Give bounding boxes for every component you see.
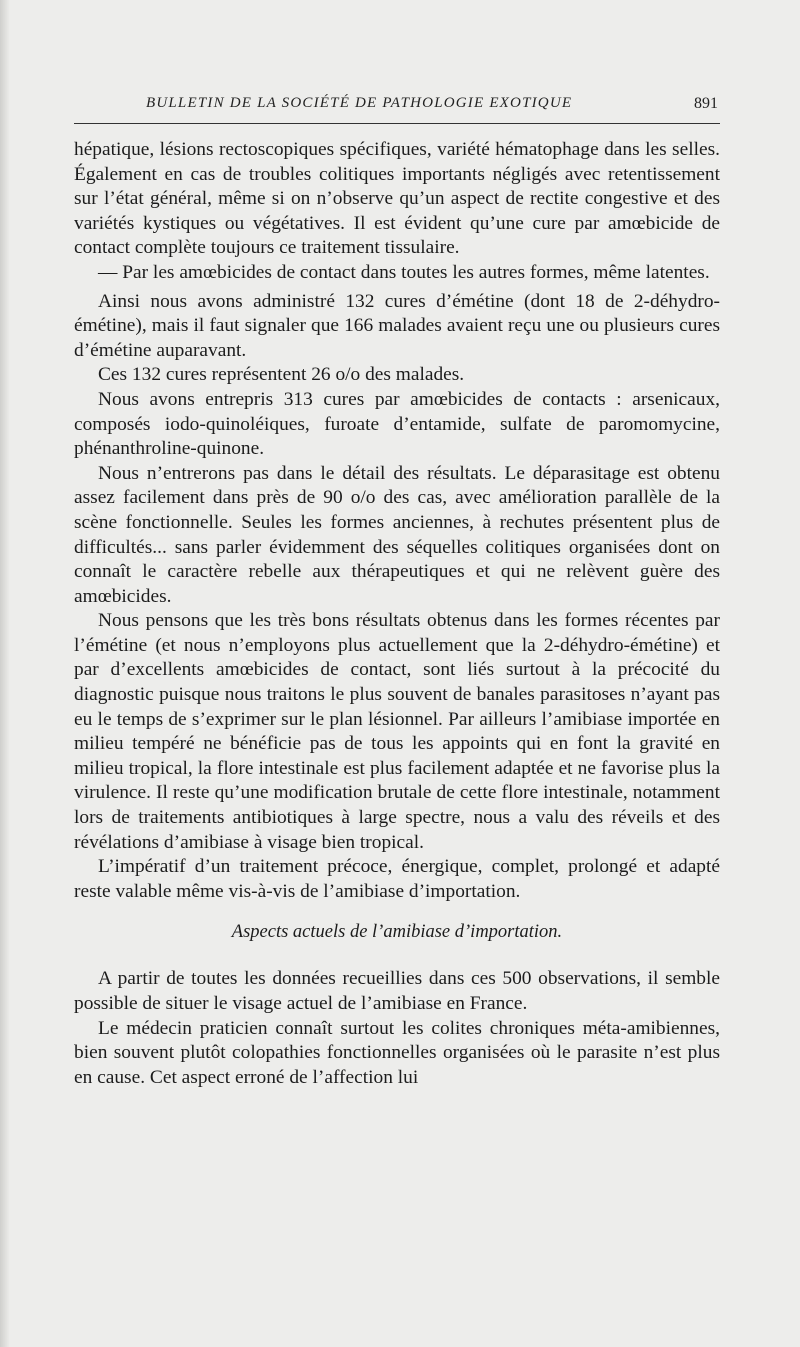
- header-rule: [74, 123, 720, 124]
- running-title: BULLETIN DE LA SOCIÉTÉ DE PATHOLOGIE EXOTIQUE: [146, 95, 573, 111]
- paragraph: Nous n’entrerons pas dans le détail des résultats. Le déparasitage est obtenu assez facilement dans près de 90 o/o des cas, avec amélioration parallèle de la scène fonctionnelle. Seules les formes anciennes, à rechutes présentent plus de difficultés... sans parler évidemment des séquelles colitiques organisées dont on connaît le caractère rebelle aux thérapeutiques et qui ne relèvent guère des amœbicides.: [74, 462, 720, 607]
- paragraph: — Par les amœbicides de contact dans toutes les autres formes, même latentes.: [98, 261, 710, 283]
- paragraph: Nous avons entrepris 313 cures par amœbicides de contacts : arsenicaux, composés iodo-quinoléiques, furoate d’entamide, sulfate de paromomycine, phénanthroline-quinone.: [74, 388, 720, 460]
- paragraph: Ces 132 cures représentent 26 o/o des malades.: [98, 364, 465, 386]
- paragraph: L’impératif d’un traitement précoce, énergique, complet, prolongé et adapté reste valable même vis-à-vis de l’amibiase d’importation.: [74, 856, 720, 902]
- body-text: [74, 138, 720, 1090]
- section-heading: Aspects actuels de l’amibiase d’importation.: [231, 922, 563, 943]
- page-gutter-shadow: [0, 0, 10, 1347]
- running-header: [74, 95, 720, 123]
- journal-page: [74, 95, 720, 1090]
- paragraph: A partir de toutes les données recueillies dans ces 500 observations, il semble possible de situer le visage actuel de l’amibiase en France.: [74, 968, 720, 1014]
- paragraph: Ainsi nous avons administré 132 cures d’émétine (dont 18 de 2-déhydro-émétine), mais il faut signaler que 166 malades avaient reçu une ou plusieurs cures d’émétine auparavant.: [74, 290, 720, 361]
- page-number: 891: [694, 95, 718, 112]
- paragraph: hépatique, lésions rectoscopiques spécifiques, variété hématophage dans les selles. Également en cas de troubles colitiques importants négligés avec retentissement sur l’état général, même si on n’observe qu’un aspect de rectite congestive et des variétés kystiques ou végétatives. Il est évident qu’une cure par amœbicide de contact complète toujours ce traitement tissulaire.: [74, 139, 720, 259]
- paragraph: Le médecin praticien connaît surtout les colites chroniques méta-amibiennes, bien souvent plutôt colopathies fonctionnelles organisées où le parasite n’est plus en cause. Cet aspect erroné de l’affection lui: [74, 1017, 720, 1088]
- paragraph: Nous pensons que les très bons résultats obtenus dans les formes récentes par l’émétine (et nous n’employons plus actuellement que la 2-déhydro-émétine) et par d’excellents amœbicides de contact, sont liés surtout à la précocité du diagnostic puisque nous traitons le plus souvent de banales parasitoses n’ayant pas eu le temps de s’exprimer sur le plan lésionnel. Par ailleurs l’amibiase importée en milieu tempéré ne bénéficie pas de tous les appoints qui en font la gravité en milieu tropical, la flore intestinale est plus facilement adaptée et ne favorise plus la virulence. Il reste qu’une modification brutale de cette flore intestinale, notamment lors de traitements antibiotiques à large spectre, nous a valu des réveils et des révélations d’amibiase à visage bien tropical.: [74, 610, 720, 853]
